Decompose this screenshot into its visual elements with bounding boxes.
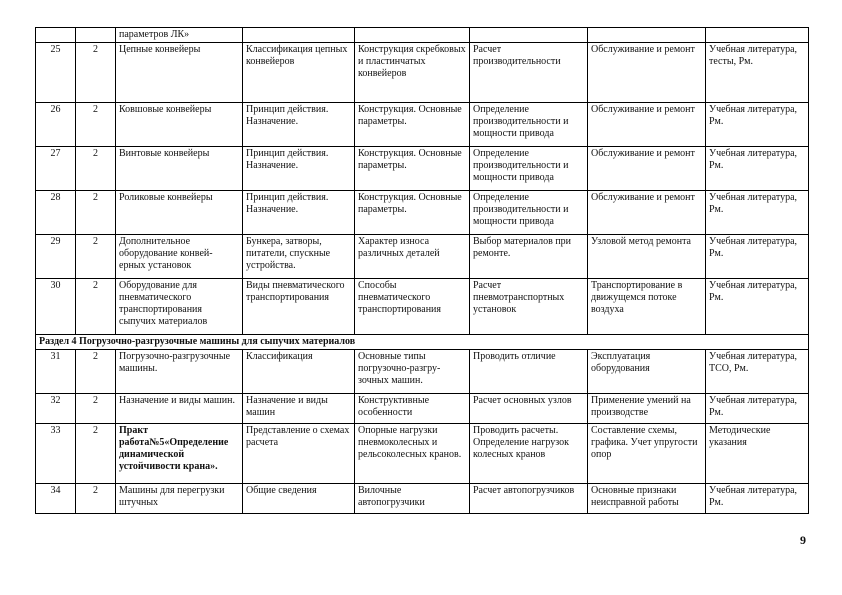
cell-resources: Методические указания <box>706 424 809 484</box>
cell-number <box>36 28 76 43</box>
cell-hours: 2 <box>76 394 116 424</box>
cell-classification: Бункера, затворы, питатели, спускные устройства. <box>243 235 355 279</box>
cell-number: 31 <box>36 350 76 394</box>
cell-construction: Конструкция. Основные параметры. <box>355 191 470 235</box>
cell-number: 34 <box>36 484 76 514</box>
table-row <box>36 235 809 279</box>
cell-classification: Принцип действия. Назначение. <box>243 147 355 191</box>
cell-maintenance: Составление схемы, графика. Учет упругости опор <box>588 424 706 484</box>
cell-number: 28 <box>36 191 76 235</box>
cell-maintenance: Основные признаки неисправной работы <box>588 484 706 514</box>
cell-hours <box>76 28 116 43</box>
cell-hours: 2 <box>76 103 116 147</box>
table-row <box>36 279 809 335</box>
section-title: Раздел 4 Погрузочно-разгрузочные машины для сыпучих материалов <box>36 335 809 350</box>
table-row <box>36 103 809 147</box>
cell-resources: Учебная литература, Рм. <box>706 147 809 191</box>
cell-number: 30 <box>36 279 76 335</box>
cell-maintenance: Транспортирование в движущемся потоке воздуха <box>588 279 706 335</box>
cell-calculation: Определение производительности и мощности привода <box>470 191 588 235</box>
table-row <box>36 424 809 484</box>
cell-calculation: Расчет основных узлов <box>470 394 588 424</box>
cell-calculation: Расчет производительности <box>470 43 588 103</box>
cell-resources: Учебная литература, Рм. <box>706 394 809 424</box>
table-row <box>36 28 809 43</box>
cell-number: 33 <box>36 424 76 484</box>
cell-construction <box>355 28 470 43</box>
cell-topic: параметров ЛК» <box>116 28 243 43</box>
cell-resources <box>706 28 809 43</box>
table-row <box>36 191 809 235</box>
cell-classification: Классификация <box>243 350 355 394</box>
table-row <box>36 350 809 394</box>
cell-topic: Роликовые конвейеры <box>116 191 243 235</box>
cell-topic: Дополнительное оборудование конвей-ерных установок <box>116 235 243 279</box>
cell-calculation: Проводить расчеты. Определение нагрузок колесных кранов <box>470 424 588 484</box>
cell-classification: Представление о схемах расчета <box>243 424 355 484</box>
cell-classification: Назначение и виды машин <box>243 394 355 424</box>
cell-calculation: Определение производительности и мощности привода <box>470 103 588 147</box>
cell-calculation: Расчет автопогрузчиков <box>470 484 588 514</box>
cell-hours: 2 <box>76 424 116 484</box>
cell-resources: Учебная литература, Рм. <box>706 484 809 514</box>
cell-resources: Учебная литература, тесты, Рм. <box>706 43 809 103</box>
cell-topic: Винтовые конвейеры <box>116 147 243 191</box>
cell-classification: Классификация цепных конвейеров <box>243 43 355 103</box>
cell-construction: Конструкция скребковых и пластинчатых конвейеров <box>355 43 470 103</box>
table-row <box>36 147 809 191</box>
cell-maintenance: Обслуживание и ремонт <box>588 191 706 235</box>
cell-number: 26 <box>36 103 76 147</box>
cell-maintenance <box>588 28 706 43</box>
cell-maintenance: Обслуживание и ремонт <box>588 147 706 191</box>
cell-construction: Конструкция. Основные параметры. <box>355 103 470 147</box>
cell-calculation: Проводить отличие <box>470 350 588 394</box>
cell-construction: Опорные нагрузки пневмоколесных и рельсоколесных кранов. <box>355 424 470 484</box>
cell-hours: 2 <box>76 279 116 335</box>
page-number: 9 <box>800 533 806 547</box>
cell-calculation <box>470 28 588 43</box>
cell-construction: Основные типы погрузочно-разгру-зочных машин. <box>355 350 470 394</box>
cell-hours: 2 <box>76 43 116 103</box>
cell-classification <box>243 28 355 43</box>
cell-classification: Принцип действия. Назначение. <box>243 191 355 235</box>
cell-calculation: Выбор материалов при ремонте. <box>470 235 588 279</box>
cell-topic: Практ работа№5«Определение динамической устойчивости крана». <box>116 424 243 484</box>
cell-construction: Характер износа различных деталей <box>355 235 470 279</box>
table-row <box>36 394 809 424</box>
cell-maintenance: Узловой метод ремонта <box>588 235 706 279</box>
cell-resources: Учебная литература, ТСО, Рм. <box>706 350 809 394</box>
curriculum-table <box>35 27 809 514</box>
cell-maintenance: Применение умений на производстве <box>588 394 706 424</box>
cell-classification: Общие сведения <box>243 484 355 514</box>
cell-hours: 2 <box>76 350 116 394</box>
cell-topic: Ковшовые конвейеры <box>116 103 243 147</box>
cell-maintenance: Эксплуатация оборудования <box>588 350 706 394</box>
cell-number: 25 <box>36 43 76 103</box>
cell-hours: 2 <box>76 147 116 191</box>
table-row <box>36 43 809 103</box>
section-header-row <box>36 335 809 350</box>
cell-maintenance: Обслуживание и ремонт <box>588 103 706 147</box>
cell-number: 27 <box>36 147 76 191</box>
cell-hours: 2 <box>76 484 116 514</box>
cell-resources: Учебная литература, Рм. <box>706 279 809 335</box>
cell-calculation: Расчет пневмотранспортных установок <box>470 279 588 335</box>
cell-topic: Погрузочно-разгрузочные машины. <box>116 350 243 394</box>
cell-maintenance: Обслуживание и ремонт <box>588 43 706 103</box>
cell-resources: Учебная литература, Рм. <box>706 191 809 235</box>
cell-topic: Назначение и виды машин. <box>116 394 243 424</box>
cell-hours: 2 <box>76 191 116 235</box>
cell-resources: Учебная литература, Рм. <box>706 103 809 147</box>
cell-classification: Виды пневматического транспортирования <box>243 279 355 335</box>
cell-resources: Учебная литература, Рм. <box>706 235 809 279</box>
cell-topic: Цепные конвейеры <box>116 43 243 103</box>
table-row <box>36 484 809 514</box>
cell-construction: Конструктивные особенности <box>355 394 470 424</box>
cell-construction: Вилочные автопогрузчики <box>355 484 470 514</box>
cell-classification: Принцип действия. Назначение. <box>243 103 355 147</box>
cell-number: 32 <box>36 394 76 424</box>
cell-hours: 2 <box>76 235 116 279</box>
cell-calculation: Определение производительности и мощности привода <box>470 147 588 191</box>
cell-topic: Машины для перегрузки штучных <box>116 484 243 514</box>
cell-topic: Оборудование для пневматического транспортирования сыпучих материалов <box>116 279 243 335</box>
cell-number: 29 <box>36 235 76 279</box>
cell-construction: Способы пневматического транспортирования <box>355 279 470 335</box>
cell-construction: Конструкция. Основные параметры. <box>355 147 470 191</box>
